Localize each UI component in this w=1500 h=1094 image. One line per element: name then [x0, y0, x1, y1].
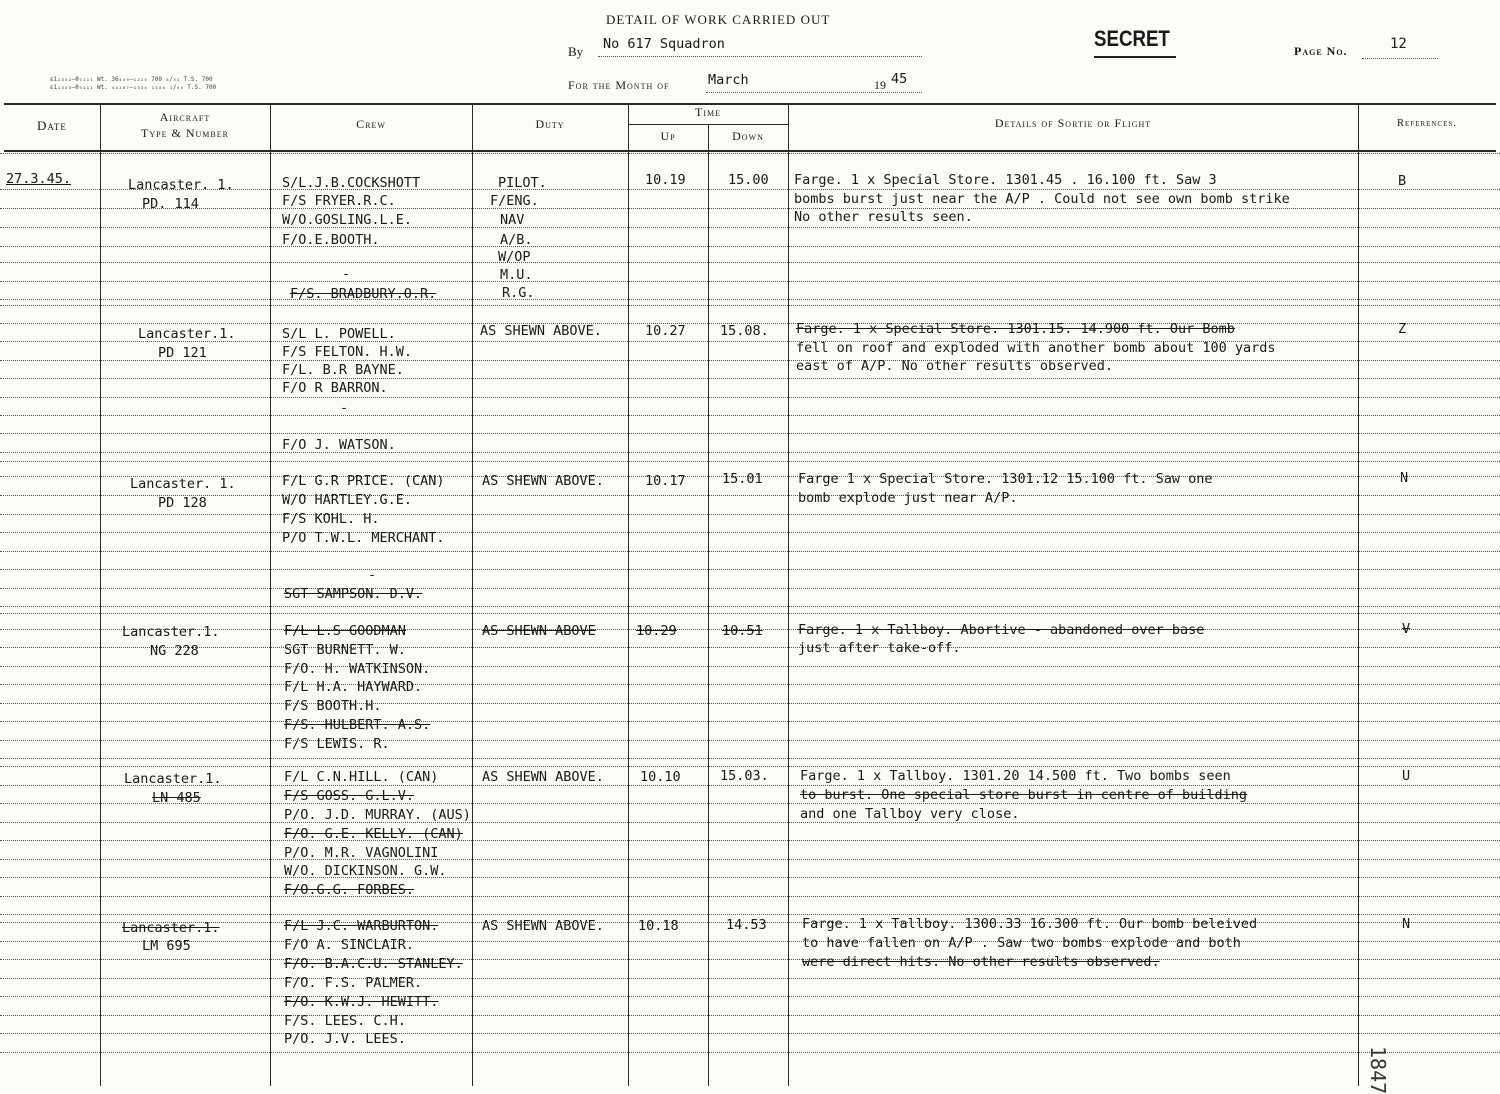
crew-member: F/S. LEES. C.H. — [284, 1013, 406, 1029]
crew-member: P/O T.W.L. MERCHANT. — [282, 530, 445, 546]
crew-dash: - — [340, 400, 349, 416]
details-line: Farge. 1 x Tallboy. Abortive - abandoned over base — [798, 622, 1205, 638]
details-line: Farge 1 x Special Store. 1301.12 15.100 ft. Saw one — [798, 471, 1213, 487]
ruled-line — [0, 281, 1500, 282]
aircraft-number: NG 228 — [150, 643, 199, 659]
crew-member: W/O.GOSLING.L.E. — [282, 212, 413, 228]
col-header-crew: Crew — [356, 117, 386, 131]
crew-member: F/S FRYER.R.C. — [282, 193, 396, 209]
time-down: 15.01 — [722, 471, 763, 487]
ruled-line — [0, 666, 1500, 667]
ruled-line — [0, 305, 1500, 306]
page-number: 12 — [1390, 36, 1407, 52]
crew-member: W/O. DICKINSON. G.W. — [284, 863, 447, 879]
crew-member: F/O.G.G. FORBES. — [284, 882, 415, 898]
ruled-line — [0, 153, 1500, 154]
reference-code: N — [1400, 470, 1409, 486]
crew-member: F/L L.S GOODMAN — [284, 623, 406, 639]
ruled-line — [0, 461, 1500, 462]
entry-date: 27.3.45. — [6, 171, 72, 187]
time-up: 10.19 — [645, 172, 686, 188]
ruled-line — [0, 613, 1500, 614]
time-down: 15.00 — [728, 172, 769, 188]
crew-member: F/O. F.S. PALMER. — [284, 975, 423, 991]
crew-duty: M.U. — [500, 267, 533, 283]
aircraft-number: LN 485 — [152, 790, 201, 806]
ruled-line — [0, 803, 1500, 804]
col-header-date: Date — [37, 118, 67, 133]
ruled-line — [0, 647, 1500, 648]
time-down: 15.08. — [720, 323, 769, 339]
details-line: No other results seen. — [794, 209, 973, 225]
aircraft-type: Lancaster.1. — [122, 624, 220, 640]
crew-member: F/O. B.A.C.U. STANLEY. — [284, 956, 463, 972]
ruled-line — [0, 914, 1500, 915]
squadron-underline — [598, 56, 922, 57]
secret-stamp: SECRET — [1094, 26, 1170, 51]
ruled-line — [0, 227, 1500, 228]
crew-duty: AS SHEWN ABOVE. — [480, 323, 602, 339]
month-value: March — [708, 72, 749, 88]
reference-code: V — [1402, 621, 1411, 637]
ruled-line — [0, 877, 1500, 878]
col-rule-details — [1358, 103, 1359, 1086]
crew-member: P/O. M.R. VAGNOLINI — [284, 845, 439, 861]
crew-member: F/O. G.E. KELLY. (CAN) — [284, 826, 463, 842]
crew-member: F/S. HULBERT. A.S. — [284, 717, 431, 733]
crew-duty: AS SHEWN ABOVE. — [482, 918, 604, 934]
time-down: 10.51 — [722, 623, 763, 639]
crew-member: F/L J.C. WARBURTON. — [284, 918, 439, 934]
ruled-line — [0, 1033, 1500, 1034]
crew-member: F/S KOHL. H. — [282, 511, 380, 527]
ruled-line — [0, 822, 1500, 823]
details-line: to burst. One special store burst in centre of building — [800, 787, 1248, 803]
form-title: DETAIL OF WORK CARRIED OUT — [606, 12, 831, 27]
squadron-name: No 617 Squadron — [603, 36, 725, 52]
ruled-line — [0, 766, 1500, 767]
ruled-line — [0, 896, 1500, 897]
crew-member: F/O A. SINCLAIR. — [284, 937, 415, 953]
crew-duty: AS SHEWN ABOVE. — [482, 473, 604, 489]
crew-duty: W/OP — [498, 249, 531, 265]
reference-code: U — [1402, 768, 1411, 784]
aircraft-type: Lancaster.1. — [138, 326, 236, 342]
ruled-line — [0, 859, 1500, 860]
col-header-references: References. — [1397, 118, 1457, 129]
crew-duty: AS SHEWN ABOVE. — [482, 769, 604, 785]
details-line: Farge. 1 x Tallboy. 1301.20 14.500 ft. Two bombs seen — [800, 768, 1231, 784]
time-down: 14.53 — [726, 917, 767, 933]
crew-member: F/S BOOTH.H. — [284, 698, 382, 714]
crew-member: F/O R BARRON. — [282, 380, 388, 396]
aircraft-number: LM 695 — [142, 938, 191, 954]
time-up: 10.27 — [645, 323, 686, 339]
col-header-time: Time — [695, 105, 721, 119]
ruled-line — [0, 740, 1500, 741]
col-rule-aircraft — [270, 103, 271, 1086]
crew-member: F/L H.A. HAYWARD. — [284, 679, 423, 695]
aircraft-number: PD 128 — [158, 495, 207, 511]
crew-duty: NAV — [500, 212, 525, 228]
aircraft-number: PD 121 — [158, 345, 207, 361]
aircraft-type: Lancaster. 1. — [130, 476, 236, 492]
ruled-line — [0, 996, 1500, 997]
ruled-line — [0, 588, 1500, 589]
crew-duty: AS SHEWN ABOVE — [482, 623, 596, 639]
col-rule-date — [100, 103, 101, 1086]
crew-duty: F/ENG. — [490, 193, 539, 209]
reference-code: N — [1402, 916, 1411, 932]
ruled-line — [0, 721, 1500, 722]
details-line: to have fallen on A/P . Saw two bombs explode and both — [802, 935, 1241, 951]
time-up: 10.10 — [640, 769, 681, 785]
ruled-line — [0, 360, 1500, 361]
aircraft-type: Lancaster.1. — [122, 920, 220, 936]
crew-member: F/O J. WATSON. — [282, 437, 396, 453]
crew-member: P/O. J.V. LEES. — [284, 1031, 406, 1047]
month-underline — [706, 92, 922, 93]
col-header-aircraft-sub: Type & Number — [141, 126, 229, 140]
col-header-duty: Duty — [535, 117, 565, 131]
crew-member: S/L L. POWELL. — [282, 326, 396, 342]
ruled-line — [0, 378, 1500, 379]
details-line: were direct hits. No other results observed. — [802, 954, 1160, 970]
ruled-line — [0, 758, 1500, 759]
crew-duty: A/B. — [500, 232, 533, 248]
aircraft-type: Lancaster.1. — [124, 771, 222, 787]
crew-dash: - — [342, 266, 351, 282]
time-up: 10.17 — [645, 473, 686, 489]
ruled-line — [0, 941, 1500, 942]
details-line: bombs burst just near the A/P . Could not see own bomb strike — [794, 191, 1290, 207]
secret-underline — [1094, 56, 1176, 58]
ruled-line — [0, 569, 1500, 570]
ruled-line — [0, 514, 1500, 515]
crew-member: P/O. J.D. MURRAY. (AUS) — [284, 807, 471, 823]
reference-code: Z — [1398, 321, 1407, 337]
by-label: By — [568, 44, 584, 59]
crew-member: F/O. K.W.J. HEWITT. — [284, 994, 439, 1010]
crew-member: F/O. H. WATKINSON. — [284, 661, 431, 677]
print-code-2: ε1₁₃₀₃—θ₅₁₁₁ Wt. ₄₄₂₀₇—₁₃₃₄ ₁₅₀₀ ₁/₄₄ T.S. 700 — [50, 84, 217, 91]
time-up: 10.29 — [636, 623, 677, 639]
details-line: Farge. 1 x Tallboy. 1300.33 16.300 ft. Our bomb beleived — [802, 916, 1258, 932]
ruled-line — [0, 299, 1500, 300]
ruled-line — [0, 703, 1500, 704]
ruled-line — [0, 246, 1500, 247]
reference-code: B — [1398, 173, 1407, 189]
time-up: 10.18 — [638, 918, 679, 934]
ruled-line — [0, 840, 1500, 841]
ruled-line — [0, 978, 1500, 979]
details-line: bomb explode just near A/P. — [798, 490, 1018, 506]
print-code-1: ε1₂₃₀₂—θ₅₁₁₁ Wt. 36₄₄₉—₁₂₂₄ 700 ₈/₄₁ T.S. 700 — [50, 76, 213, 83]
crew-member: F/L C.N.HILL. (CAN) — [284, 769, 439, 785]
col-header-down: Down — [732, 129, 764, 143]
col-header-aircraft: Aircraft — [159, 110, 211, 124]
details-line: and one Tallboy very close. — [800, 806, 1020, 822]
crew-duty: R.G. — [502, 285, 535, 301]
crew-member: F/S LEWIS. R. — [284, 736, 390, 752]
year-prefix: 19 — [874, 78, 886, 92]
col-header-details: Details of Sortie or Flight — [994, 116, 1152, 130]
ruled-line — [0, 532, 1500, 533]
ruled-line — [0, 433, 1500, 434]
col-rule-time — [788, 103, 789, 1086]
ruled-line — [0, 262, 1500, 263]
ruled-line — [0, 415, 1500, 416]
crew-duty: PILOT. — [498, 175, 547, 191]
crew-member: F/S GOSS. G.L.V. — [284, 788, 415, 804]
crew-dash: - — [368, 567, 377, 583]
ruled-line — [0, 1015, 1500, 1016]
page-underline — [1362, 58, 1438, 59]
crew-member: F/L G.R PRICE. (CAN) — [282, 473, 445, 489]
ruled-line — [0, 606, 1500, 607]
table-header-rule — [4, 150, 1496, 152]
details-line: east of A/P. No other results observed. — [796, 358, 1113, 374]
ruled-line — [0, 785, 1500, 786]
details-line: fell on roof and exploded with another bomb about 100 yards — [796, 340, 1276, 356]
year-value: 45 — [891, 71, 908, 87]
month-label: For the Month of — [568, 78, 670, 92]
crew-member: F/L. B.R BAYNE. — [282, 362, 404, 378]
ruled-line — [0, 495, 1500, 496]
ruled-line — [0, 208, 1500, 209]
ruled-line — [0, 959, 1500, 960]
crew-member: F/S. BRADBURY.O.R. — [290, 286, 437, 302]
page-label: Page No. — [1294, 44, 1348, 58]
ruled-line — [0, 1052, 1500, 1053]
col-rule-crew — [472, 103, 473, 1086]
details-line: Farge. 1 x Special Store. 1301.15. 14.900 ft. Our Bomb — [796, 321, 1235, 337]
ruled-line — [0, 551, 1500, 552]
aircraft-number: PD. 114 — [142, 196, 199, 212]
crew-member: SGT SAMPSON. D.V. — [284, 586, 423, 602]
time-down: 15.03. — [720, 768, 769, 784]
ruled-line — [0, 397, 1500, 398]
col-header-up: Up — [660, 129, 676, 143]
col-rule-duty — [628, 103, 629, 1086]
ruled-line — [0, 684, 1500, 685]
details-line: just after take-off. — [798, 640, 961, 656]
crew-member: F/S FELTON. H.W. — [282, 344, 413, 360]
crew-member: W/O HARTLEY.G.E. — [282, 492, 413, 508]
crew-member: SGT BURNETT. W. — [284, 642, 406, 658]
archive-folio-stamp: 1847 — [1366, 1046, 1390, 1094]
crew-member: F/O.E.BOOTH. — [282, 232, 380, 248]
details-line: Farge. 1 x Special Store. 1301.45 . 16.100 ft. Saw 3 — [794, 172, 1217, 188]
aircraft-type: Lancaster. 1. — [128, 177, 234, 193]
crew-member: S/L.J.B.COCKSHOTT — [282, 175, 421, 191]
ruled-line — [0, 452, 1500, 453]
